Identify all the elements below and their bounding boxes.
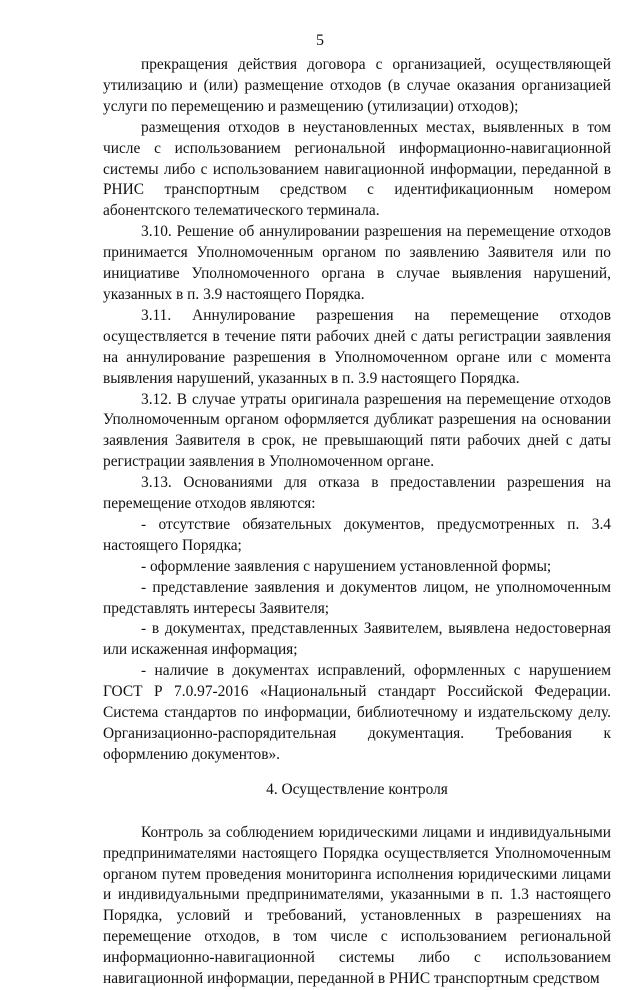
paragraph-3-12: 3.12. В случае утраты оригинала разрешения на перемещение отходов Уполномоченным органом оформляется дубликат разрешения на основании заявления Заявителя в срок, не превышающий пяти рабочих дней с даты регистрации заявления в Уполномоченном органе.	[103, 390, 611, 471]
paragraph-control: Контроль за соблюдением юридическими лицами и индивидуальными предпринимателями настоящего Порядка осуществляется Уполномоченным органом путем проведения мониторинга исполнения юридическими лицами и индивидуальными предпринимателями, указанными в п. 1.3 настоящего Порядка, условий и требований, установленных в разрешениях на перемещение отходов, в том числе с использованием региональной информационно-навигационной системы либо с использованием навигационной информации, переданной в РНИС транспортным средством	[103, 823, 611, 988]
paragraph-termination-clause: прекращения действия договора с организацией, осуществляющей утилизацию и (или) размещение отходов (в случае оказания организацией услуги по перемещению и размещению (утилизации) отходов);	[103, 56, 611, 115]
list-item-gost-corrections: - наличие в документах исправлений, оформленных с нарушением ГОСТ Р 7.0.97-2016 «Национальный стандарт Российской Федерации. Система стандартов по информации, библиотечному и издательскому делу. Организационно-распорядительная документация. Требования к оформлению документов».	[103, 662, 611, 763]
list-item-false-information: - в документах, представленных Заявителем, выявлена недостоверная или искаженная информация;	[103, 620, 611, 659]
list-item-form-violation: - оформление заявления с нарушением установленной формы;	[141, 557, 552, 575]
paragraph-3-13: 3.13. Основаниями для отказа в предоставлении разрешения на перемещение отходов являются:	[103, 474, 611, 513]
list-item-missing-documents: - отсутствие обязательных документов, предусмотренных п. 3.4 настоящего Порядка;	[103, 515, 611, 554]
paragraph-3-10: 3.10. Решение об аннулировании разрешения на перемещение отходов принимается Уполномоченным органом по заявлению Заявителя или по инициативе Уполномоченного органа в случае выявления нарушений, указанных в п. 3.9 настоящего Порядка.	[103, 223, 611, 303]
page-number: 5	[316, 32, 324, 49]
list-item-unauthorized-person: - представление заявления и документов лицом, не уполномоченным представлять интересы Заявителя;	[103, 578, 611, 617]
document-body	[103, 55, 611, 990]
paragraph-waste-placement-clause: размещения отходов в неустановленных местах, выявленных в том числе с использованием региональной информационно-навигационной системы либо с использованием навигационной информации, переданной в РНИС транспортным средством с идентификационным номером абонентского телематического терминала.	[103, 118, 611, 220]
paragraph-3-11: 3.11. Аннулирование разрешения на перемещение отходов осуществляется в течение пяти рабочих дней с даты регистрации заявления на аннулирование разрешения в Уполномоченном органе или с момента выявления нарушений, указанных в п. 3.9 настоящего Порядка.	[103, 306, 611, 387]
section-heading: 4. Осуществление контроля	[266, 780, 448, 798]
